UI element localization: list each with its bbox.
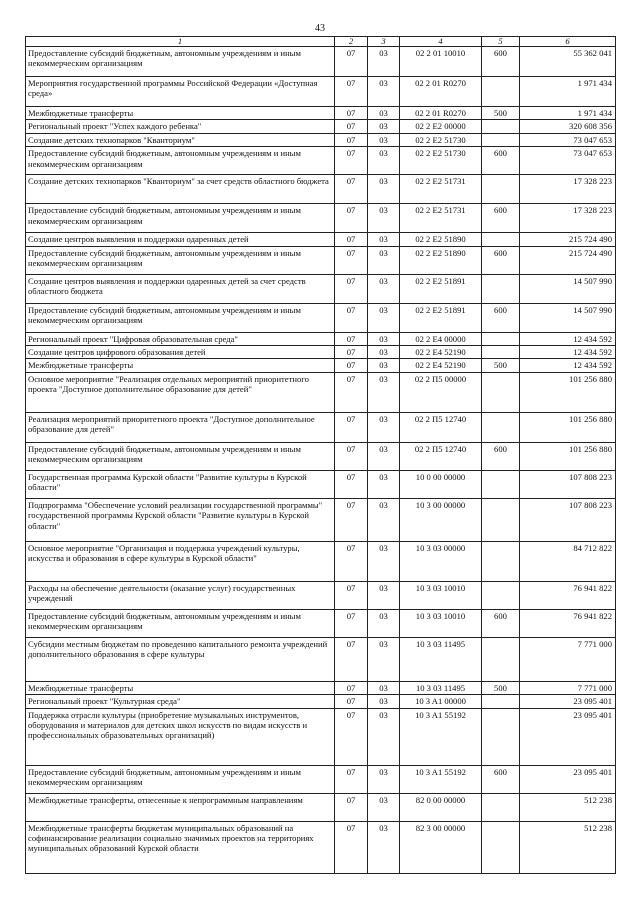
cell-target-article: 02 2 01 R0270 — [400, 107, 482, 120]
cell-amount: 1 971 434 — [520, 107, 616, 120]
table-row — [26, 175, 616, 204]
cell-subsection: 03 — [368, 637, 400, 681]
table-row — [26, 498, 616, 541]
cell-amount: 320 608 356 — [520, 120, 616, 133]
cell-name: Основное мероприятие "Реализация отдельных мероприятий приоритетного проекта "Доступное дополнительное образование для детей" — [26, 372, 335, 412]
cell-amount: 73 047 653 — [520, 147, 616, 175]
cell-section: 07 — [335, 470, 368, 498]
cell-subsection: 03 — [368, 147, 400, 175]
table-row — [26, 681, 616, 694]
cell-name: Межбюджетные трансферты — [26, 359, 335, 372]
cell-amount: 12 434 592 — [520, 346, 616, 359]
cell-subsection: 03 — [368, 821, 400, 873]
cell-section: 07 — [335, 637, 368, 681]
table-row — [26, 412, 616, 442]
table-row — [26, 708, 616, 765]
cell-amount: 17 328 223 — [520, 204, 616, 233]
cell-subsection: 03 — [368, 77, 400, 107]
table-body — [26, 47, 616, 874]
cell-subsection: 03 — [368, 470, 400, 498]
table-row — [26, 609, 616, 637]
cell-expense-type — [482, 541, 520, 581]
cell-expense-type: 600 — [482, 204, 520, 233]
cell-name: Создание центров выявления и поддержки одаренных детей — [26, 233, 335, 246]
cell-amount: 76 941 822 — [520, 581, 616, 609]
cell-target-article: 10 3 A1 00000 — [400, 695, 482, 708]
cell-amount: 76 941 822 — [520, 609, 616, 637]
cell-expense-type — [482, 233, 520, 246]
cell-subsection: 03 — [368, 120, 400, 133]
cell-expense-type — [482, 470, 520, 498]
cell-target-article: 10 3 A1 55192 — [400, 765, 482, 793]
cell-name: Предоставление субсидий бюджетным, автономным учреждениям и иным некоммерческим организациям — [26, 246, 335, 274]
cell-subsection: 03 — [368, 107, 400, 120]
cell-section: 07 — [335, 541, 368, 581]
cell-name: Предоставление субсидий бюджетным, автономным учреждениям и иным некоммерческим организациям — [26, 765, 335, 793]
cell-expense-type — [482, 274, 520, 303]
cell-amount: 14 507 990 — [520, 274, 616, 303]
cell-expense-type — [482, 120, 520, 133]
table-row — [26, 77, 616, 107]
cell-section: 07 — [335, 681, 368, 694]
cell-section: 07 — [335, 498, 368, 541]
column-header-6: 6 — [520, 37, 616, 47]
cell-name: Межбюджетные трансферты бюджетам муниципальных образований на софинансирование реализации социально значимых проектов на территориях муниципальных образований Курской области — [26, 821, 335, 873]
table-row — [26, 147, 616, 175]
cell-target-article: 02 2 E4 52190 — [400, 346, 482, 359]
cell-amount: 512 238 — [520, 793, 616, 821]
cell-subsection: 03 — [368, 246, 400, 274]
cell-name: Предоставление субсидий бюджетным, автономным учреждениям и иным некоммерческим организациям — [26, 204, 335, 233]
cell-amount: 101 256 880 — [520, 412, 616, 442]
cell-target-article: 02 2 E4 00000 — [400, 332, 482, 345]
cell-target-article: 10 3 03 00000 — [400, 541, 482, 581]
column-header-4: 4 — [400, 37, 482, 47]
cell-name: Подпрограмма "Обеспечение условий реализации государственной программы" государственной программы Курской области "Развитие культуры в Курской области" — [26, 498, 335, 541]
table-row — [26, 332, 616, 345]
cell-target-article: 02 2 П5 00000 — [400, 372, 482, 412]
cell-expense-type: 600 — [482, 303, 520, 332]
cell-amount: 107 808 223 — [520, 498, 616, 541]
cell-name: Создание центров выявления и поддержки одаренных детей за счет средств областного бюджета — [26, 274, 335, 303]
cell-subsection: 03 — [368, 695, 400, 708]
cell-amount: 84 712 822 — [520, 541, 616, 581]
cell-subsection: 03 — [368, 346, 400, 359]
table-row — [26, 372, 616, 412]
cell-subsection: 03 — [368, 793, 400, 821]
cell-amount: 107 808 223 — [520, 470, 616, 498]
cell-expense-type: 600 — [482, 765, 520, 793]
cell-subsection: 03 — [368, 498, 400, 541]
cell-target-article: 02 2 E2 51890 — [400, 233, 482, 246]
cell-section: 07 — [335, 204, 368, 233]
cell-amount: 215 724 490 — [520, 246, 616, 274]
column-header-2: 2 — [335, 37, 368, 47]
cell-expense-type — [482, 133, 520, 146]
cell-subsection: 03 — [368, 681, 400, 694]
cell-section: 07 — [335, 412, 368, 442]
cell-expense-type: 500 — [482, 681, 520, 694]
cell-subsection: 03 — [368, 541, 400, 581]
cell-section: 07 — [335, 147, 368, 175]
cell-section: 07 — [335, 708, 368, 765]
cell-expense-type: 600 — [482, 47, 520, 77]
cell-amount: 101 256 880 — [520, 442, 616, 470]
table-row — [26, 47, 616, 77]
cell-subsection: 03 — [368, 274, 400, 303]
cell-section: 07 — [335, 133, 368, 146]
cell-expense-type: 600 — [482, 147, 520, 175]
cell-subsection: 03 — [368, 372, 400, 412]
cell-target-article: 10 3 03 11495 — [400, 637, 482, 681]
cell-expense-type — [482, 412, 520, 442]
cell-name: Расходы на обеспечение деятельности (оказание услуг) государственных учреждений — [26, 581, 335, 609]
cell-expense-type — [482, 695, 520, 708]
cell-amount: 12 434 592 — [520, 359, 616, 372]
cell-name: Региональный проект "Цифровая образовательная среда" — [26, 332, 335, 345]
cell-subsection: 03 — [368, 204, 400, 233]
cell-name: Основное мероприятие "Организация и поддержка учреждений культуры, искусства и образования в сфере культуры в Курской области" — [26, 541, 335, 581]
cell-expense-type — [482, 175, 520, 204]
cell-target-article: 02 2 E2 51730 — [400, 147, 482, 175]
table-row — [26, 637, 616, 681]
cell-section: 07 — [335, 274, 368, 303]
cell-amount: 1 971 434 — [520, 77, 616, 107]
cell-section: 07 — [335, 695, 368, 708]
cell-expense-type — [482, 581, 520, 609]
cell-amount: 73 047 653 — [520, 133, 616, 146]
cell-target-article: 02 2 E2 51891 — [400, 274, 482, 303]
table-row — [26, 133, 616, 146]
cell-subsection: 03 — [368, 332, 400, 345]
cell-name: Создание центров цифрового образования детей — [26, 346, 335, 359]
cell-expense-type: 600 — [482, 609, 520, 637]
budget-table — [25, 36, 616, 874]
table-row — [26, 346, 616, 359]
cell-subsection: 03 — [368, 412, 400, 442]
column-header-1: 1 — [26, 37, 335, 47]
cell-subsection: 03 — [368, 765, 400, 793]
cell-section: 07 — [335, 107, 368, 120]
cell-section: 07 — [335, 765, 368, 793]
cell-amount: 12 434 592 — [520, 332, 616, 345]
cell-section: 07 — [335, 821, 368, 873]
cell-target-article: 10 3 00 00000 — [400, 498, 482, 541]
cell-name: Мероприятия государственной программы Российской Федерации «Доступная среда» — [26, 77, 335, 107]
table-row — [26, 581, 616, 609]
cell-subsection: 03 — [368, 581, 400, 609]
cell-expense-type: 600 — [482, 442, 520, 470]
cell-target-article: 02 2 E2 51891 — [400, 303, 482, 332]
cell-target-article: 82 3 00 00000 — [400, 821, 482, 873]
cell-name: Предоставление субсидий бюджетным, автономным учреждениям и иным некоммерческим организациям — [26, 609, 335, 637]
table-row — [26, 107, 616, 120]
cell-target-article: 82 0 00 00000 — [400, 793, 482, 821]
table-row — [26, 793, 616, 821]
cell-amount: 17 328 223 — [520, 175, 616, 204]
header-row — [26, 37, 616, 47]
table-row — [26, 303, 616, 332]
cell-expense-type — [482, 793, 520, 821]
cell-section: 07 — [335, 346, 368, 359]
cell-subsection: 03 — [368, 175, 400, 204]
table-row — [26, 359, 616, 372]
cell-target-article: 10 3 03 11495 — [400, 681, 482, 694]
cell-target-article: 02 2 E4 52190 — [400, 359, 482, 372]
cell-expense-type — [482, 821, 520, 873]
cell-target-article: 10 3 03 10010 — [400, 581, 482, 609]
cell-section: 07 — [335, 609, 368, 637]
cell-section: 07 — [335, 120, 368, 133]
cell-name: Поддержка отрасли культуры (приобретение музыкальных инструментов, оборудования и материалов для детских школ искусств по видам искусств и профессиональных образовательных организаций) — [26, 708, 335, 765]
cell-section: 07 — [335, 332, 368, 345]
cell-target-article: 10 3 A1 55192 — [400, 708, 482, 765]
cell-expense-type — [482, 372, 520, 412]
cell-name: Предоставление субсидий бюджетным, автономным учреждениям и иным некоммерческим организациям — [26, 442, 335, 470]
table-row — [26, 470, 616, 498]
cell-expense-type — [482, 332, 520, 345]
cell-expense-type — [482, 708, 520, 765]
cell-target-article: 02 2 E2 00000 — [400, 120, 482, 133]
cell-target-article: 02 2 П5 12740 — [400, 442, 482, 470]
cell-amount: 14 507 990 — [520, 303, 616, 332]
cell-target-article: 10 0 00 00000 — [400, 470, 482, 498]
table-row — [26, 274, 616, 303]
table-row — [26, 821, 616, 873]
cell-target-article: 02 2 E2 51731 — [400, 175, 482, 204]
cell-amount: 23 095 401 — [520, 695, 616, 708]
cell-expense-type — [482, 77, 520, 107]
cell-subsection: 03 — [368, 133, 400, 146]
cell-target-article: 02 2 E2 51890 — [400, 246, 482, 274]
cell-amount: 512 238 — [520, 821, 616, 873]
cell-name: Реализация мероприятий приоритетного проекта "Доступное дополнительное образование для детей" — [26, 412, 335, 442]
cell-section: 07 — [335, 246, 368, 274]
cell-subsection: 03 — [368, 609, 400, 637]
cell-name: Региональный проект "Культурная среда" — [26, 695, 335, 708]
cell-target-article: 02 2 01 R0270 — [400, 77, 482, 107]
cell-name: Межбюджетные трансферты — [26, 681, 335, 694]
table-row — [26, 541, 616, 581]
cell-name: Создание детских технопарков "Кванториум" за счет средств областного бюджета — [26, 175, 335, 204]
cell-amount: 101 256 880 — [520, 372, 616, 412]
cell-amount: 215 724 490 — [520, 233, 616, 246]
cell-section: 07 — [335, 581, 368, 609]
cell-name: Государственная программа Курской области "Развитие культуры в Курской области" — [26, 470, 335, 498]
cell-expense-type — [482, 346, 520, 359]
cell-target-article: 02 2 E2 51731 — [400, 204, 482, 233]
column-header-3: 3 — [368, 37, 400, 47]
cell-section: 07 — [335, 175, 368, 204]
cell-name: Предоставление субсидий бюджетным, автономным учреждениям и иным некоммерческим организациям — [26, 303, 335, 332]
cell-target-article: 02 2 01 10010 — [400, 47, 482, 77]
cell-amount: 23 095 401 — [520, 765, 616, 793]
cell-target-article: 02 2 П5 12740 — [400, 412, 482, 442]
cell-section: 07 — [335, 359, 368, 372]
table-row — [26, 765, 616, 793]
cell-section: 07 — [335, 793, 368, 821]
cell-subsection: 03 — [368, 442, 400, 470]
cell-amount: 55 362 041 — [520, 47, 616, 77]
cell-name: Межбюджетные трансферты, отнесенные к непрограммным направлениям — [26, 793, 335, 821]
cell-section: 07 — [335, 442, 368, 470]
page-number: 43 — [315, 23, 325, 34]
cell-name: Предоставление субсидий бюджетным, автономным учреждениям и иным некоммерческим организациям — [26, 47, 335, 77]
cell-section: 07 — [335, 77, 368, 107]
table-row — [26, 246, 616, 274]
cell-section: 07 — [335, 233, 368, 246]
cell-target-article: 10 3 03 10010 — [400, 609, 482, 637]
cell-amount: 7 771 000 — [520, 637, 616, 681]
cell-amount: 23 095 401 — [520, 708, 616, 765]
cell-expense-type — [482, 637, 520, 681]
cell-expense-type: 500 — [482, 107, 520, 120]
table-row — [26, 695, 616, 708]
cell-name: Предоставление субсидий бюджетным, автономным учреждениям и иным некоммерческим организациям — [26, 147, 335, 175]
cell-section: 07 — [335, 303, 368, 332]
cell-section: 07 — [335, 47, 368, 77]
table-row — [26, 233, 616, 246]
cell-expense-type: 600 — [482, 246, 520, 274]
table-row — [26, 442, 616, 470]
cell-name: Создание детских технопарков "Кванториум" — [26, 133, 335, 146]
cell-name: Региональный проект "Успех каждого ребенка" — [26, 120, 335, 133]
cell-amount: 7 771 000 — [520, 681, 616, 694]
cell-target-article: 02 2 E2 51730 — [400, 133, 482, 146]
cell-subsection: 03 — [368, 47, 400, 77]
cell-subsection: 03 — [368, 233, 400, 246]
cell-subsection: 03 — [368, 303, 400, 332]
table-row — [26, 204, 616, 233]
table-row — [26, 120, 616, 133]
cell-name: Межбюджетные трансферты — [26, 107, 335, 120]
cell-subsection: 03 — [368, 708, 400, 765]
cell-section: 07 — [335, 372, 368, 412]
cell-name: Субсидии местным бюджетам по проведению капитального ремонта учреждений дополнительного образования в сфере культуры — [26, 637, 335, 681]
column-header-5: 5 — [482, 37, 520, 47]
cell-expense-type — [482, 498, 520, 541]
cell-subsection: 03 — [368, 359, 400, 372]
cell-expense-type: 500 — [482, 359, 520, 372]
